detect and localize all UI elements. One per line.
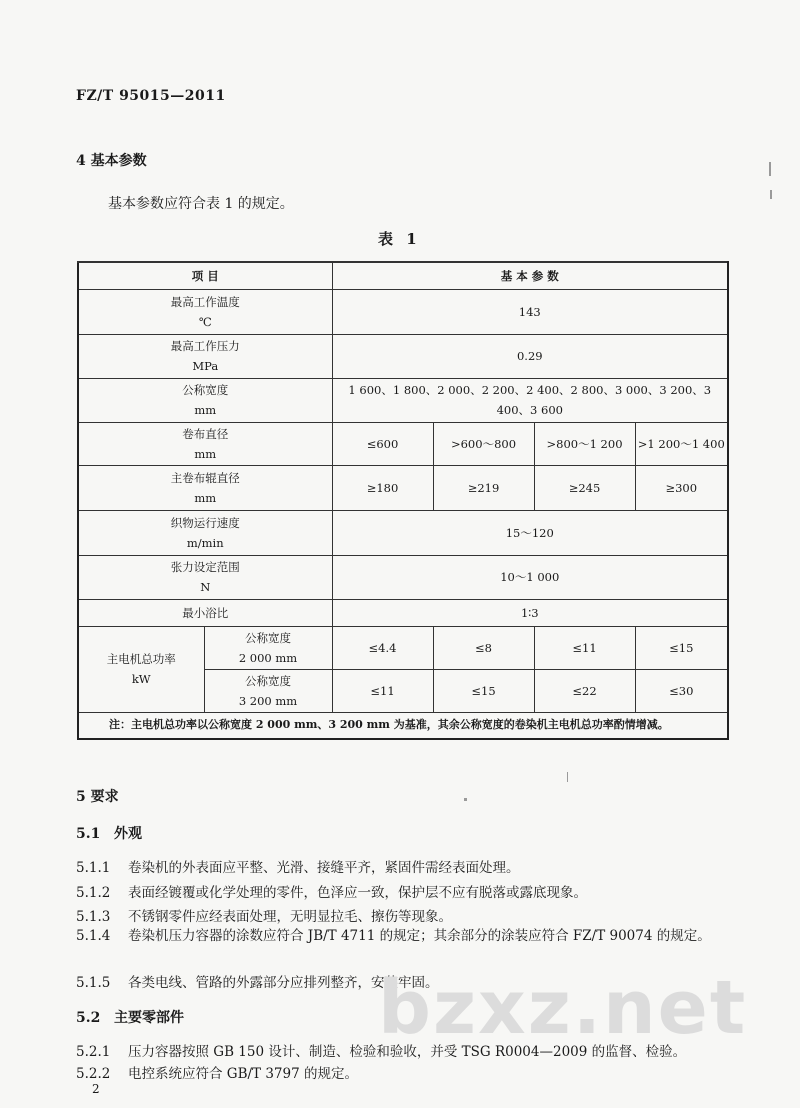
row-value: ≤15 xyxy=(433,669,534,712)
row-value: ≤11 xyxy=(332,669,433,712)
row-value: >1 200～1 400 xyxy=(635,422,728,465)
scan-speck xyxy=(567,772,568,782)
clause-5-1-4: 5.1.4 卷染机压力容器的涂数应符合 JB/T 4711 的规定；其余部分的涂装应符合 FZ/T 90074 的规定。 xyxy=(76,928,711,944)
table-row xyxy=(78,334,728,378)
clause-5-1-2: 5.1.2 表面经镀覆或化学处理的零件，色泽应一致，保护层不应有脱落或露底现象。 xyxy=(76,885,587,901)
section-4-title: 4 基本参数 xyxy=(76,153,147,169)
row-value: ≤30 xyxy=(635,669,728,712)
row-label: 主电机总功率 kW xyxy=(78,626,204,712)
table-row xyxy=(78,555,728,599)
row-value: 143 xyxy=(332,289,728,334)
row-value: ≤600 xyxy=(332,422,433,465)
section-name: 主要零部件 xyxy=(114,1010,184,1026)
row-value: 0.29 xyxy=(332,334,728,378)
row-value: 1 600、1 800、2 000、2 200、2 400、2 800、3 000、3 200、3 400、3 600 xyxy=(332,378,728,422)
row-value: ≥180 xyxy=(332,465,433,510)
page-number: 2 xyxy=(92,1082,100,1096)
clause-5-2-2: 5.2.2 电控系统应符合 GB/T 3797 的规定。 xyxy=(76,1066,358,1082)
row-label: 公称宽度 mm xyxy=(78,378,332,422)
table-note: 注：主电机总功率以公称宽度 2 000 mm、3 200 mm 为基准，其余公称宽度的卷染机主电机总功率酌情增减。 xyxy=(78,712,728,739)
clause-5-1-5: 5.1.5 各类电线、管路的外露部分应排列整齐，安装牢固。 xyxy=(76,975,439,991)
scan-speck xyxy=(769,162,771,176)
table-row xyxy=(78,378,728,422)
parameters-table xyxy=(77,261,729,740)
table-title: 表 1 xyxy=(378,230,421,248)
table-row xyxy=(78,510,728,555)
row-value: ≥245 xyxy=(534,465,635,510)
row-label: 最小浴比 xyxy=(78,599,332,626)
table-note-row xyxy=(78,712,728,739)
row-label: 张力设定范围 N xyxy=(78,555,332,599)
section-name: 外观 xyxy=(114,826,142,842)
section-4-intro: 基本参数应符合表 1 的规定。 xyxy=(108,196,294,212)
header-params: 基 本 参 数 xyxy=(332,262,728,289)
header-item: 项 目 xyxy=(78,262,332,289)
table-header-row xyxy=(78,262,728,289)
row-value: >600～800 xyxy=(433,422,534,465)
table-row xyxy=(78,422,728,465)
row-label: 织物运行速度 m/min xyxy=(78,510,332,555)
watermark: bzxz.net xyxy=(378,965,748,1051)
row-value: >800～1 200 xyxy=(534,422,635,465)
section-5-title: 5 要求 xyxy=(76,789,119,805)
table-row xyxy=(78,465,728,510)
row-value: ≤15 xyxy=(635,626,728,669)
row-value: 10～1 000 xyxy=(332,555,728,599)
row-sublabel: 公称宽度 2 000 mm xyxy=(204,626,332,669)
clause-5-1-3: 5.1.3 不锈钢零件应经表面处理，无明显拉毛、擦伤等现象。 xyxy=(76,909,452,925)
section-number: 5.1 xyxy=(76,826,101,842)
row-value: ≤11 xyxy=(534,626,635,669)
table-row xyxy=(78,289,728,334)
clause-5-1-1: 5.1.1 卷染机的外表面应平整、光滑、接缝平齐，紧固件需经表面处理。 xyxy=(76,860,520,876)
section-5-2-title xyxy=(76,1007,184,1027)
scan-speck xyxy=(464,798,467,801)
table-row xyxy=(78,599,728,626)
row-value: ≤22 xyxy=(534,669,635,712)
row-value: ≤4.4 xyxy=(332,626,433,669)
table-row xyxy=(78,626,728,669)
section-5-1-title xyxy=(76,823,142,843)
row-label: 卷布直径 mm xyxy=(78,422,332,465)
row-sublabel: 公称宽度 3 200 mm xyxy=(204,669,332,712)
row-label: 最高工作温度 ℃ xyxy=(78,289,332,334)
row-label: 主卷布辊直径 mm xyxy=(78,465,332,510)
section-number: 5.2 xyxy=(76,1010,101,1026)
scan-speck xyxy=(770,190,772,199)
row-value: ≥219 xyxy=(433,465,534,510)
row-value: 1∶3 xyxy=(332,599,728,626)
standard-code: FZ/T 95015—2011 xyxy=(76,88,226,104)
clause-5-2-1: 5.2.1 压力容器按照 GB 150 设计、制造、检验和验收，并受 TSG R0004—2009 的监督、检验。 xyxy=(76,1044,687,1060)
row-value: ≥300 xyxy=(635,465,728,510)
row-value: ≤8 xyxy=(433,626,534,669)
row-label: 最高工作压力 MPa xyxy=(78,334,332,378)
row-value: 15～120 xyxy=(332,510,728,555)
